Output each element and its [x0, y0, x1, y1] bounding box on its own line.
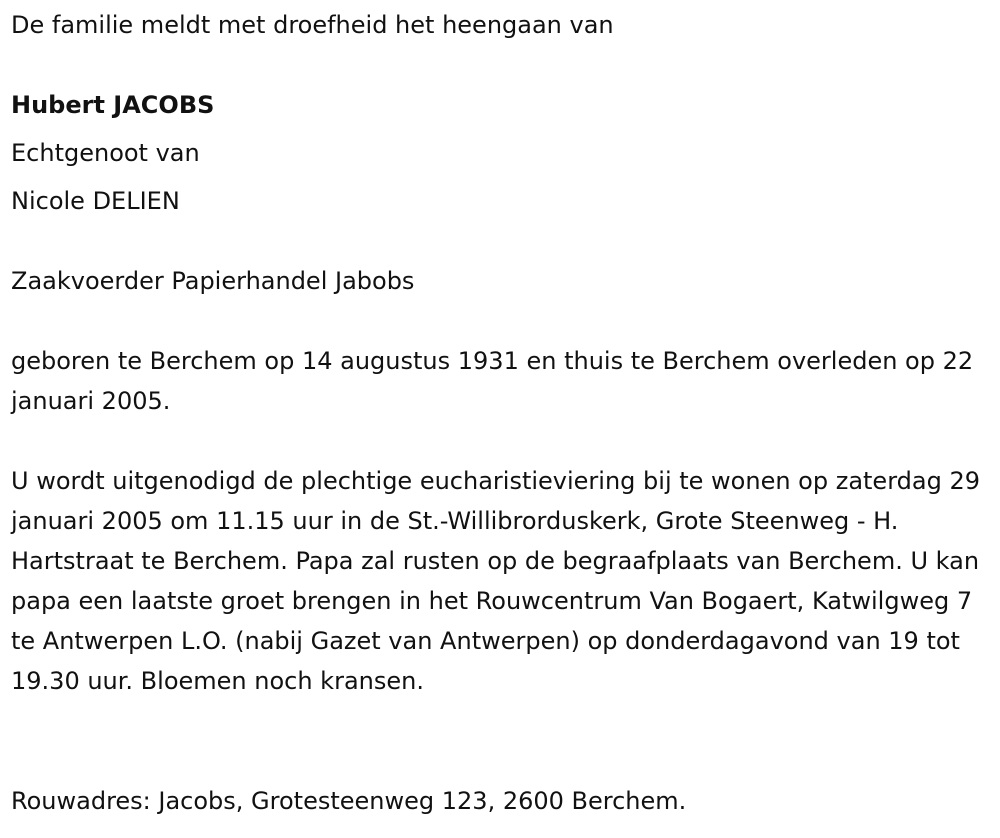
- mourning-address: Rouwadres: Jacobs, Grotesteenweg 123, 2600 Berchem.: [11, 787, 687, 815]
- birth-death-paragraph: geboren te Berchem op 14 augustus 1931 en thuis te Berchem overleden op 22 januari 2005.: [11, 347, 974, 415]
- relation-label: Echtgenoot van: [11, 139, 200, 167]
- ceremony-paragraph: U wordt uitgenodigd de plechtige eucharistieviering bij te wonen op zaterdag 29 januari 2005 om 11.15 uur in de St.-Willibrorduskerk, Grote Steenweg - H. Hartstraat te Berchem. Papa zal rusten op de begraafplaats van Berchem. U kan papa een laatste groet brengen in het Rouwcentrum Van Bogaert, Katwilgweg 7 te Antwerpen L.O. (nabij Gazet van Antwerpen) op donderdagavond van 19 tot 19.30 uur. Bloemen noch kransen.: [11, 467, 980, 695]
- spouse-name: Nicole DELIEN: [11, 187, 180, 215]
- occupation-text: Zaakvoerder Papierhandel Jabobs: [11, 267, 415, 295]
- intro-text: De familie meldt met droefheid het heengaan van: [11, 11, 614, 39]
- deceased-name: Hubert JACOBS: [11, 91, 215, 119]
